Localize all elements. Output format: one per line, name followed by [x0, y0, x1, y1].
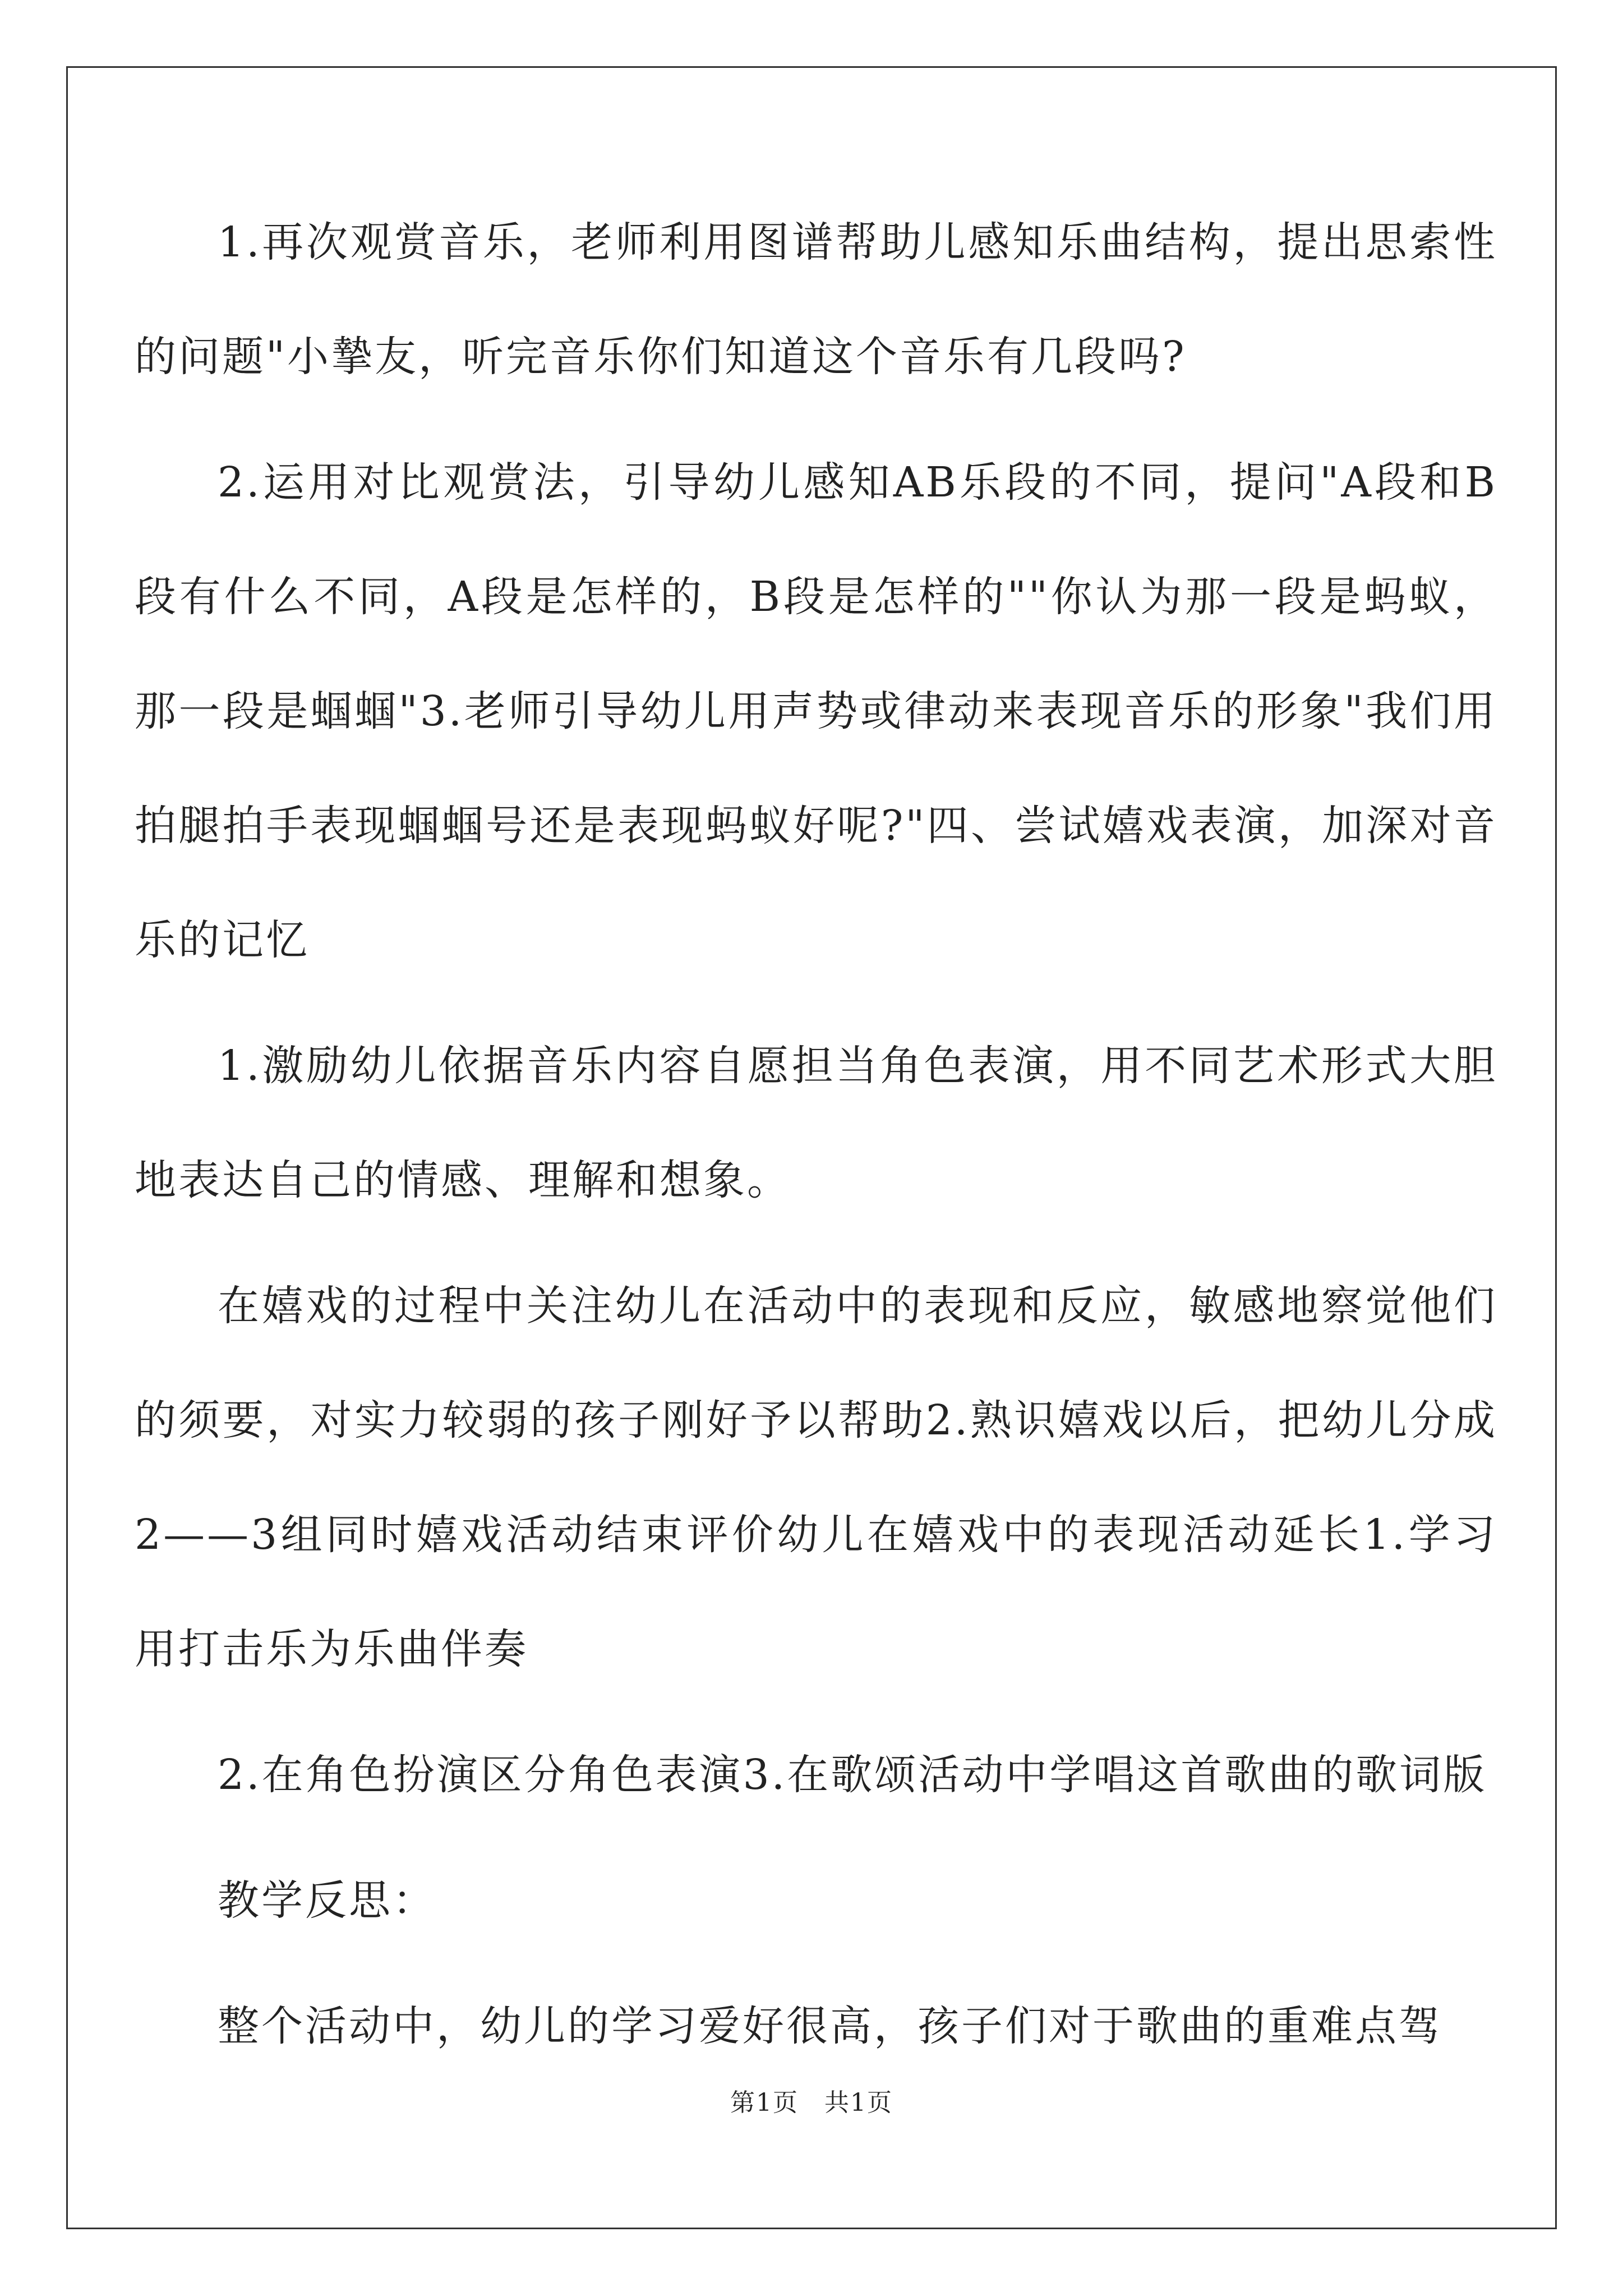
paragraph: 2.在角色扮演区分角色表演3.在歌颂活动中学唱这首歌曲的歌词版: [218, 1751, 1487, 1799]
paragraph: 在嬉戏的过程中关注幼儿在活动中的表现和反应，敏感地察觉他们的须要，对实力较弱的孩子刚好予以帮助2.熟识嬉戏以后，把幼儿分成2——3组同时嬉戏活动结束评价幼儿在嬉戏中的表现活动延长1.学习用打击乐为乐曲伴奏: [135, 1282, 1497, 1673]
paragraph: 整个活动中，幼儿的学习爱好很高，孩子们对于歌曲的重难点驾: [218, 2002, 1442, 2050]
document-body: [135, 185, 1497, 2083]
paragraph: 1.激励幼儿依据音乐内容自愿担当角色表演，用不同艺术形式大胆地表达自己的情感、理解和想象。: [135, 1042, 1497, 1204]
paragraph: 1.再次观赏音乐，老师利用图谱帮助儿感知乐曲结构，提出思索性的问题"小摯友，听完音乐你们知道这个音乐有几段吗?: [135, 218, 1497, 381]
paragraph: 教学反思：: [218, 1876, 436, 1925]
paragraph: 2.运用对比观赏法，引导幼儿感知AB乐段的不同，提问"A段和B段有什么不同，A段是怎样的，B段是怎样的""你认为那一段是蚂蚁，那一段是蝈蝈"3.老师引导幼儿用声势或律动来表现音乐的形象"我们用拍腿拍手表现蝈蝈号还是表现蚂蚁好呢?"四、尝试嬉戏表演，加深对音乐的记忆: [135, 458, 1497, 964]
page-number-footer: 第1页 共1页: [730, 2088, 893, 2117]
